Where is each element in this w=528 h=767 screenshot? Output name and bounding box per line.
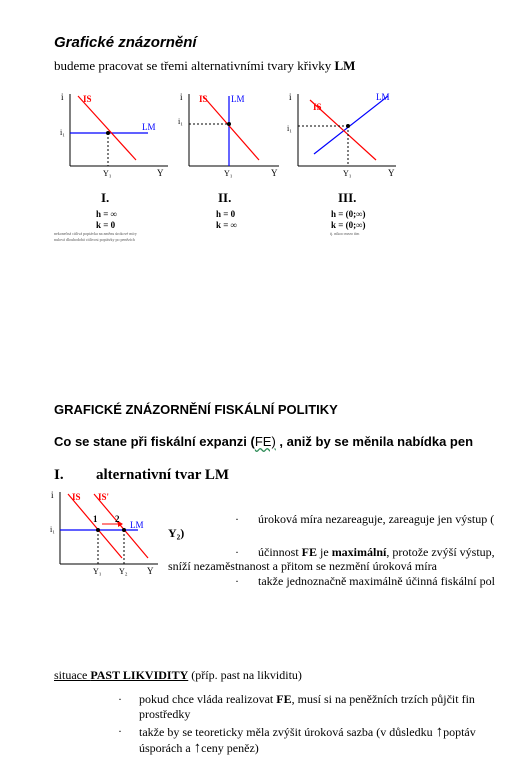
label-is: IS [83,94,92,104]
liquidity-item-1-prefix: pokud chce vláda realizovat [139,692,277,706]
label-lm: LM [142,122,156,132]
equilibrium-point [227,122,231,126]
liquidity-label-b: PAST LIKVIDITY [90,668,189,682]
graph-case-3 [284,88,402,180]
axis-label-y: Y [157,168,164,178]
axis-label-y2: Y₂ [119,567,128,576]
intro-lm: LM [334,58,356,73]
bullet-1-cont: Y₂) [168,526,185,540]
liquidity-label-a: situace [54,668,91,682]
case-1-numeral: I. [101,190,110,205]
liquidity-item-1-suffix: , musí si na peněžních trzích půjčit fin [291,692,475,706]
liquidity-item-2-cont [139,740,259,757]
case-2-k: k = ∞ [216,220,238,230]
axis-label-i1: i₁ [287,124,293,133]
liquidity-item-2-tail: poptáv [443,725,476,739]
is-curve [203,96,259,160]
question-part-b: , aniž by se měnila nabídka pen [275,434,474,449]
label-point-2: 2 [115,514,120,524]
point-1 [96,528,100,532]
case-3-note: tj. nikoo mezo tím [330,231,360,236]
axis-label-y1: Y₁ [103,169,112,178]
bullet-2-prefix: účinnost [258,545,302,559]
liquidity-item-2-cont-a: úsporách a [139,741,194,755]
bullet-1: úroková míra nezareaguje, zareaguje jen výstup ( [258,512,495,526]
liquidity-item-1 [139,692,475,707]
case-2-numeral: II. [218,190,232,205]
liquidity-item-2-text: takže by se teoreticky měla zvýšit úroková sazba (v důsledku [139,725,436,739]
bullet-3: takže jednoznačně maximálně účinná fiskální pol [258,574,495,588]
axis-label-y1: Y₁ [93,567,102,576]
page-heading: Grafické znázornění [54,34,197,51]
bullet-2 [258,545,495,560]
axis-label-i: i [180,92,183,102]
bullet-2-fe: FE [301,545,318,559]
bullet-2-cont: sníží nezaměstnanost a přitom se nezmění úroková míra [168,559,437,573]
liquidity-bullet-marker-2: · [118,724,122,738]
case-1-k: k = 0 [96,220,116,230]
label-is: IS [72,492,81,502]
liquidity-trap-label [54,668,302,683]
liquidity-item-2 [139,724,476,741]
label-is: IS [199,94,208,104]
bullet-2-suffix: , protože zvýší výstup, [386,545,495,559]
case-3-h: h = (0;∞) [331,209,366,219]
label-lm: LM [376,92,390,102]
label-is: IS [313,102,322,112]
lm-curve [314,96,388,154]
alt-title: alternativní tvar LM [96,467,230,483]
question-fe: FE) [254,434,276,449]
axis-label-i1: i₁ [50,525,56,534]
case-3-k: k = (0;∞) [331,220,366,230]
graph-case-1 [56,88,176,180]
case-1-note-1: nekonečná citlivá poptávka na změnu úrokové míry [54,231,137,236]
up-arrow-icon: ↑ [193,740,202,756]
intro-prefix: budeme pracovat se třemi alternativními tvary křivky [54,58,335,73]
label-is-prime: IS' [98,492,110,502]
label-point-1: 1 [93,514,98,524]
axis-label-y1: Y₁ [224,169,233,178]
up-arrow-icon: ↑ [435,724,444,740]
liquidity-item-2-cont-b: ceny peněz) [201,741,259,755]
graph-case-2 [175,88,285,180]
section-title: GRAFICKÉ ZNÁZORNĚNÍ FISKÁLNÍ POLITIKY [54,402,338,417]
equilibrium-point [346,124,350,128]
intro-text [54,58,355,74]
liquidity-item-1-fe: FE [276,692,292,706]
liquidity-bullet-marker-1: · [118,692,122,706]
axis-label-i: i [61,92,64,102]
case-3-numeral: III. [338,190,357,205]
axis-label-y: Y [271,168,278,178]
question-part-a: Co se stane při fiskální expanzi ( [54,434,255,449]
axis-label-y: Y [147,566,154,576]
equilibrium-point [106,131,110,135]
is-curve [68,494,122,558]
axis-label-i1: i₁ [178,117,184,126]
case-2-h: h = 0 [216,209,236,219]
axis-label-y: Y [388,168,395,178]
liquidity-item-1-cont: prostředky [139,707,191,721]
axis-label-i: i [51,490,54,500]
bullet-marker-2: · [235,545,239,559]
axis-label-i: i [289,92,292,102]
label-lm: LM [231,94,245,104]
bullet-marker-1: · [235,512,239,526]
axis-label-y1: Y₁ [343,169,352,178]
section-question [54,434,473,449]
point-2 [122,528,126,532]
bullet-2-mid: je [317,545,332,559]
alt-numeral: I. [54,467,64,483]
case-1-h: h = ∞ [96,209,118,219]
bullet-2-max: maximální [331,545,387,559]
axis-label-i1: i₁ [60,128,66,137]
graph-fiscal-expansion [46,488,164,580]
is-curve [78,96,136,160]
label-lm: LM [130,520,144,530]
liquidity-label-c: (příp. past na likviditu) [188,668,302,682]
case-1-note-2: nulová dlouhodobá citlivost poptávky po penězích [54,237,135,242]
bullet-marker-3: · [235,574,239,588]
